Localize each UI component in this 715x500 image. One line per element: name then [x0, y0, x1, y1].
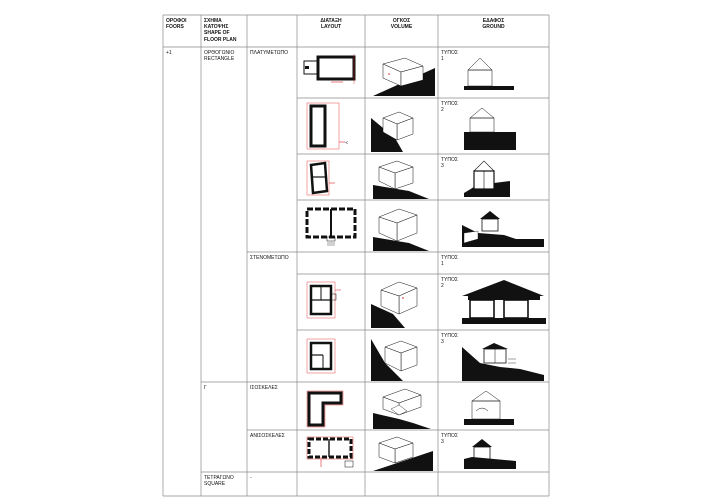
floor-plan-drawing — [301, 385, 361, 429]
g-shape-label: Γ — [204, 385, 207, 391]
volume-drawing — [369, 433, 435, 471]
ground-section-drawing — [460, 52, 520, 94]
header-shape: ΣΧΗΜΑ ΚΑΤΟΨΗΣ SHAPE OF FLOOR PLAN — [204, 18, 237, 43]
scalene-label: ΑΝΙΣΟΣΚΕΛΕΣ — [250, 433, 285, 439]
svg-text:<: < — [345, 140, 349, 145]
volume-drawing — [369, 100, 435, 152]
ground-section-drawing — [460, 100, 520, 152]
isosceles-label: ΙΣΟΣΚΕΛΕΣ — [250, 385, 278, 391]
volume-drawing — [369, 157, 435, 199]
type-label: ΤΥΠΟΣ 1 — [441, 50, 458, 63]
type-label: ΤΥΠΟΣ 3 — [441, 157, 458, 170]
volume-drawing — [369, 276, 435, 328]
header-layout: ΔΙΑΤΑΞΗ LAYOUT — [320, 18, 342, 31]
volume-drawing — [369, 203, 435, 251]
square-dash: - — [250, 475, 252, 481]
volume-drawing — [369, 52, 435, 96]
ground-section-drawing — [460, 203, 546, 251]
ground-section-drawing — [460, 333, 546, 381]
ground-section-drawing — [460, 385, 520, 429]
floor-plan-drawing — [301, 157, 361, 199]
narrow-front-label: ΣΤΕΝΟΜΕΤΩΠΟ — [250, 255, 289, 261]
header-floors: ΟΡΟΦΟΙ FOORS — [166, 18, 187, 31]
ground-section-drawing — [460, 157, 520, 199]
ground-section-drawing — [460, 276, 546, 328]
type-label: ΤΥΠΟΣ 2 — [441, 277, 458, 290]
floor-plan-drawing — [301, 333, 361, 381]
type-label: ΤΥΠΟΣ 2 — [441, 101, 458, 114]
type-label: ΤΥΠΟΣ 1 — [441, 255, 458, 268]
header-ground: ΕΔΑΦΟΣ GROUND — [482, 18, 505, 31]
floor-plan-drawing — [301, 203, 361, 251]
volume-drawing — [369, 385, 435, 429]
square-label: ΤΕΤΡΑΓΩΝΟ SQUARE — [204, 475, 234, 488]
floor-plan-drawing — [301, 276, 361, 328]
wide-front-label: ΠΛΑΤΥΜΕΤΩΠΟ — [250, 50, 289, 56]
floor-plan-drawing — [301, 52, 361, 92]
rect-label: ΟΡΘΟΓΩΝΙΟ RECTANGLE — [204, 50, 235, 63]
ground-section-drawing — [460, 433, 520, 471]
type-label: ΤΥΠΟΣ 3 — [441, 333, 458, 346]
floor-plan-drawing — [301, 433, 361, 471]
type-label: ΤΥΠΟΣ 3 — [441, 433, 458, 446]
header-volume: ΟΓΚΟΣ VOLUME — [390, 18, 413, 31]
floors-value: +1 — [166, 50, 172, 56]
floor-plan-drawing — [301, 100, 361, 152]
volume-drawing — [369, 333, 435, 381]
